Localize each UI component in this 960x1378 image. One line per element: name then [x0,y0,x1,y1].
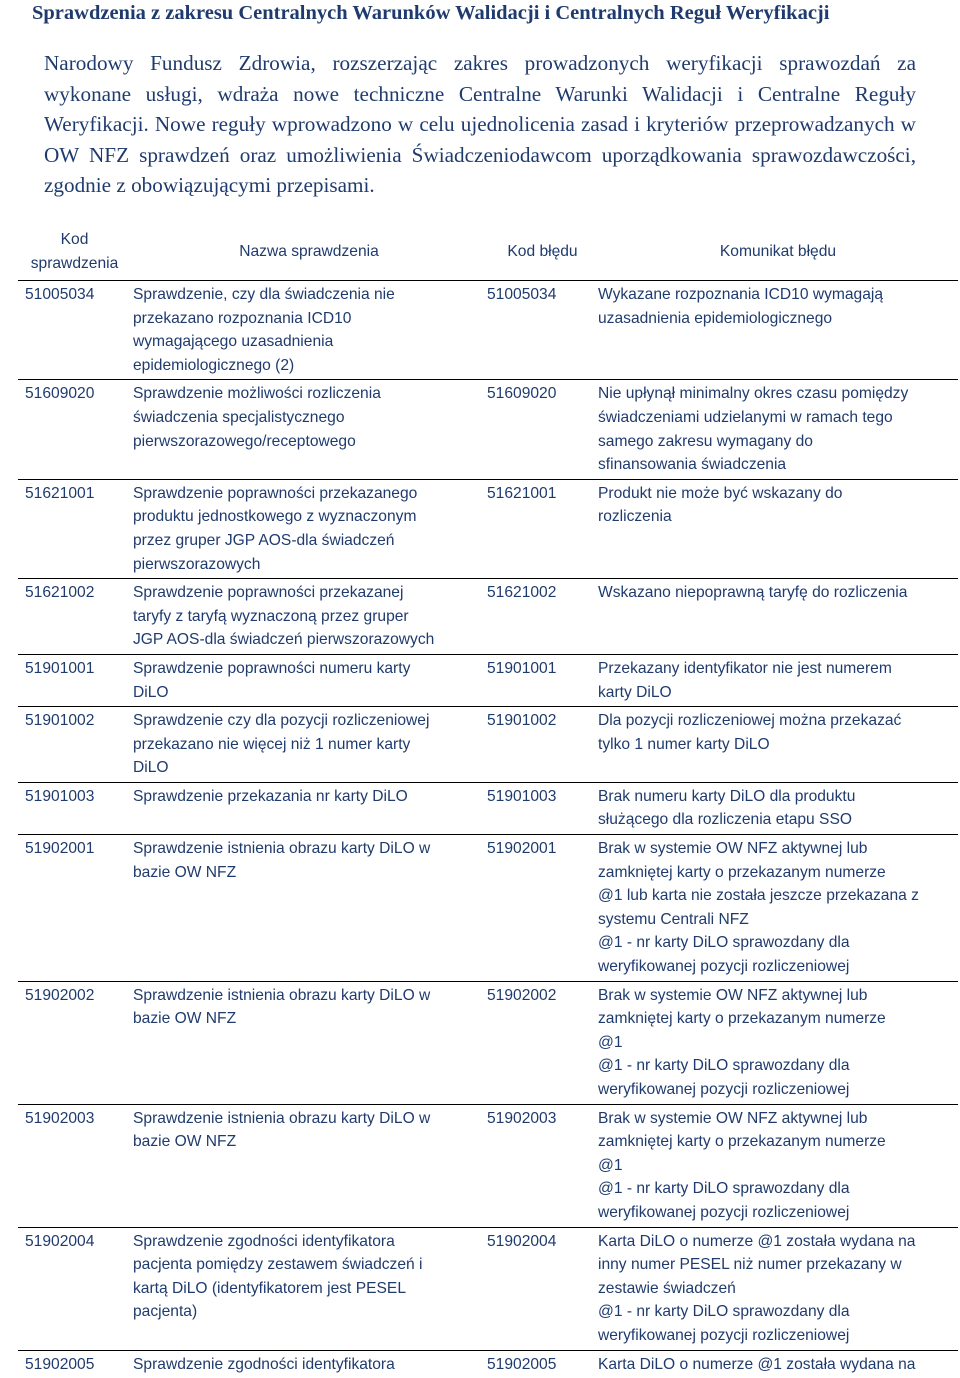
table-row [18,982,958,1105]
cell-kod-sprawdzenia: 51901001 [25,659,95,677]
cell-nazwa-sprawdzenia [131,482,487,576]
table-row [18,281,958,380]
cell-kod-sprawdzenia: 51901003 [25,787,95,805]
cell-kod-bledu: 51901002 [487,712,557,730]
komunikat-line: @1 [598,1033,623,1051]
nazwa-line: taryfy z taryfą wyznaczoną przez gruper [133,607,409,625]
cell-kod-bledu: 51902001 [487,840,557,858]
komunikat-line: samego zakresu wymagany do [598,432,813,450]
komunikat-line: rozliczenia [598,508,672,526]
intro-paragraph: Narodowy Fundusz Zdrowia, rozszerzając zakres prowadzonych weryfikacji sprawozdań za wykonane usługi, wdraża nowe techniczne Centralne Warunki Walidacji i Centralne Reguły Weryfikacji. Nowe reguły wprowadzono w celu ujednolicenia zasad i kryteriów przeprowadzanych w OW NFZ sprawdzeń oraz umożliwienia Świadczeniodawcom uporządkowania sprawozdawczości, zgodnie z obowiązującymi przepisami. [44,51,916,197]
nazwa-line: Sprawdzenie możliwości rozliczenia [133,385,381,403]
header-komunikat: Komunikat błędu [719,243,837,261]
komunikat-line: Dla pozycji rozliczeniowej można przekazać [598,712,902,730]
komunikat-line: Brak numeru karty DiLO dla produktu [598,787,856,805]
nazwa-line: pierwszorazowych [133,555,261,573]
komunikat-line: Brak w systemie OW NFZ aktywnej lub [598,1109,868,1127]
cell-kod-bledu: 51902003 [487,1109,557,1127]
komunikat-line: Produkt nie może być wskazany do [598,484,843,502]
nazwa-line: świadczenia specjalistycznego [133,408,345,426]
table-row [18,480,958,579]
cell-komunikat-bledu [598,482,958,576]
komunikat-line: sfinansowania świadczenia [598,456,787,474]
cell-kod-bledu: 51005034 [487,286,557,303]
nazwa-line: Sprawdzenie poprawności przekazanej [133,584,404,602]
cell-kod-bledu: 51621001 [487,484,557,502]
nazwa-line: Sprawdzenie poprawności numeru karty [133,659,411,677]
nazwa-line: epidemiologicznego (2) [133,356,295,374]
table-body [18,281,958,1378]
nazwa-line: JGP AOS-dla świadczeń pierwszorazowych [133,631,435,649]
komunikat-line: weryfikowanej pozycji rozliczeniowej [598,1326,850,1344]
komunikat-line: @1 - nr karty DiLO sprawozdany dla [598,1180,850,1198]
cell-kod-sprawdzenia: 51902001 [25,840,95,858]
table-row [18,1105,958,1228]
header-kod-sprawdzenia [18,228,131,275]
nazwa-line: Sprawdzenie zgodności identyfikatora [133,1232,395,1250]
cell-kod-bledu: 51901001 [487,659,557,677]
cell-komunikat-bledu [598,1107,958,1225]
cell-nazwa-sprawdzenia [131,984,487,1102]
cell-nazwa-sprawdzenia [131,382,487,476]
komunikat-line: @1 [598,1156,623,1174]
cell-kod-sprawdzenia: 51902005 [25,1355,95,1373]
nazwa-line: pacjenta) [133,1303,198,1321]
komunikat-line: Nie upłynął minimalny okres czasu pomiędzy [598,385,909,403]
nazwa-line: pierwszorazowego/receptowego [133,432,356,450]
cell-komunikat-bledu [598,1230,958,1348]
komunikat-line: Karta DiLO o numerze @1 została wydana na [598,1355,916,1373]
komunikat-line: systemu Centrali NFZ [598,910,749,928]
komunikat-line: Wskazano niepoprawną taryfę do rozliczenia [598,584,908,602]
cell-komunikat-bledu [598,581,958,652]
komunikat-line: Przekazany identyfikator nie jest numerem [598,659,892,677]
komunikat-line: @1 - nr karty DiLO sprawozdany dla [598,1303,850,1321]
header-kod-bledu: Kod błędu [507,243,578,261]
header-nazwa: Nazwa sprawdzenia [239,243,379,261]
cell-kod-sprawdzenia: 51902003 [25,1109,95,1127]
komunikat-line: świadczeniami udzielanymi w ramach tego [598,408,893,426]
cell-kod-sprawdzenia: 51621002 [25,584,95,602]
cell-nazwa-sprawdzenia [131,1107,487,1225]
nazwa-line: Sprawdzenie istnienia obrazu karty DiLO w [133,840,431,858]
nazwa-line: przekazano rozpoznania ICD10 [133,309,352,327]
table-row [18,1228,958,1351]
page-title: Sprawdzenia z zakresu Centralnych Warunków Walidacji i Centralnych Reguł Weryfikacji [32,2,830,24]
cell-komunikat-bledu [598,382,958,476]
nazwa-line: Sprawdzenie przekazania nr karty DiLO [133,787,408,805]
cell-kod-bledu: 51902004 [487,1232,557,1250]
nazwa-line: DiLO [133,683,169,701]
cell-kod-sprawdzenia: 51621001 [25,484,95,502]
cell-kod-bledu: 51621002 [487,584,557,602]
nazwa-line: Sprawdzenie zgodności identyfikatora [133,1355,395,1373]
table-row [18,707,958,783]
cell-nazwa-sprawdzenia [131,1353,487,1377]
komunikat-line: Brak w systemie OW NFZ aktywnej lub [598,840,868,858]
komunikat-line: weryfikowanej pozycji rozliczeniowej [598,1081,850,1098]
komunikat-line: @1 lub karta nie została jeszcze przekazana z [598,887,919,905]
komunikat-line: Karta DiLO o numerze @1 została wydana na [598,1232,916,1250]
nazwa-line: Sprawdzenie, czy dla świadczenia nie [133,286,395,303]
cell-nazwa-sprawdzenia [131,785,487,832]
cell-nazwa-sprawdzenia [131,657,487,704]
komunikat-line: zamkniętej karty o przekazanym numerze [598,1010,886,1028]
nazwa-line: bazie OW NFZ [133,1010,237,1028]
table-row [18,835,958,982]
cell-nazwa-sprawdzenia [131,283,487,377]
table-row [18,1351,958,1378]
komunikat-line: inny numer PESEL niż numer przekazany w [598,1256,902,1274]
checks-table [18,224,958,1378]
komunikat-line: zamkniętej karty o przekazanym numerze [598,863,886,881]
komunikat-line: @1 - nr karty DiLO sprawozdany dla [598,934,850,952]
nazwa-line: produktu jednostkowego z wyznaczonym [133,508,417,526]
header-kod-line: sprawdzenia [30,255,119,272]
komunikat-line: Brak w systemie OW NFZ aktywnej lub [598,986,868,1004]
nazwa-line: DiLO [133,759,169,777]
cell-kod-bledu: 51902002 [487,986,557,1004]
komunikat-line: służącego dla rozliczenia etapu SSO [598,811,852,829]
nazwa-line: Sprawdzenie poprawności przekazanego [133,484,418,502]
table-header [18,224,958,281]
cell-kod-sprawdzenia: 51005034 [25,286,95,303]
komunikat-line: uzasadnienia epidemiologicznego [598,309,833,327]
cell-kod-bledu: 51901003 [487,787,557,805]
nazwa-line: kartą DiLO (identyfikatorem jest PESEL [133,1279,406,1297]
table-row [18,380,958,479]
cell-kod-bledu: 51609020 [487,385,557,403]
cell-nazwa-sprawdzenia [131,837,487,979]
nazwa-line: Sprawdzenie istnienia obrazu karty DiLO w [133,986,431,1004]
komunikat-line: zamkniętej karty o przekazanym numerze [598,1133,886,1151]
komunikat-line: karty DiLO [598,683,672,701]
nazwa-line: Sprawdzenie istnienia obrazu karty DiLO w [133,1109,431,1127]
komunikat-line: weryfikowanej pozycji rozliczeniowej [598,1203,850,1221]
cell-kod-sprawdzenia: 51902002 [25,986,95,1004]
nazwa-line: wymagającego uzasadnienia [133,333,334,351]
nazwa-line: pacjenta pomiędzy zestawem świadczeń i [133,1256,423,1274]
cell-komunikat-bledu [598,709,958,780]
komunikat-line: zestawie świadczeń [598,1279,736,1297]
komunikat-line: Wykazane rozpoznania ICD10 wymagają [598,286,884,303]
cell-komunikat-bledu [598,1353,958,1377]
table-row [18,579,958,655]
cell-kod-sprawdzenia: 51901002 [25,712,95,730]
cell-nazwa-sprawdzenia [131,709,487,780]
cell-komunikat-bledu [598,283,958,377]
table-row [18,655,958,707]
table-row [18,783,958,835]
cell-kod-sprawdzenia: 51902004 [25,1232,95,1250]
nazwa-line: Sprawdzenie czy dla pozycji rozliczeniowej [133,712,430,730]
cell-komunikat-bledu [598,837,958,979]
cell-nazwa-sprawdzenia [131,581,487,652]
cell-nazwa-sprawdzenia [131,1230,487,1348]
nazwa-line: bazie OW NFZ [133,863,237,881]
cell-komunikat-bledu [598,785,958,832]
nazwa-line: przekazano nie więcej niż 1 numer karty [133,735,411,753]
komunikat-line: @1 - nr karty DiLO sprawozdany dla [598,1057,850,1075]
komunikat-line: weryfikowanej pozycji rozliczeniowej [598,958,850,976]
nazwa-line: przez gruper JGP AOS-dla świadczeń [133,531,395,549]
komunikat-line: tylko 1 numer karty DiLO [598,735,770,753]
header-kod-line: Kod [60,231,89,249]
cell-kod-bledu: 51902005 [487,1355,557,1373]
cell-kod-sprawdzenia: 51609020 [25,385,95,403]
nazwa-line: bazie OW NFZ [133,1133,237,1151]
cell-komunikat-bledu [598,657,958,704]
cell-komunikat-bledu [598,984,958,1102]
